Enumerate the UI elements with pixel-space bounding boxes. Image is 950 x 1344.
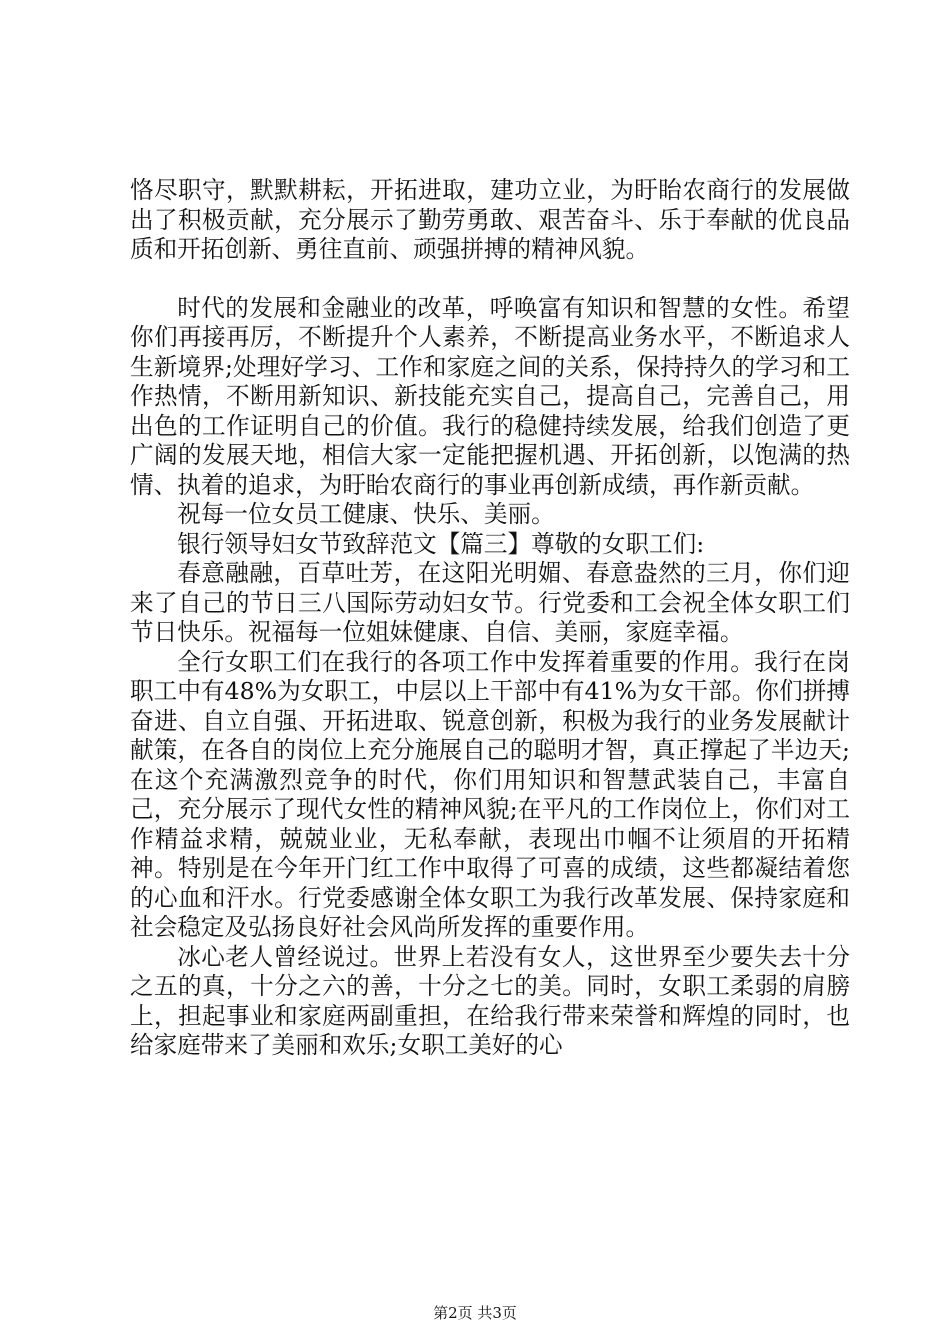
section-heading: 银行领导妇女节致辞范文【篇三】尊敬的女职工们: bbox=[177, 529, 705, 558]
paragraph-2: 时代的发展和金融业的改革，呼唤富有知识和智慧的女性。希望你们再接再厉，不断提升个人素养，不断提高业务水平，不断追求人生新境界;处理好学习、工作和家庭之间的关系，保持持久的学习和工作热情，不断用新知识、新技能充实自己，提高自己，完善自己，用出色的工作证明自己的价值。我行的稳健持续发展，给我们创造了更广阔的发展天地，相信大家一定能把握机遇、开拓创新，以饱满的热情、执着的追求，为盱眙农商行的事业再创新成绩，再作新贡献。 bbox=[130, 293, 850, 499]
paragraph-1: 恪尽职守，默默耕耘，开拓进取，建功立业，为盱眙农商行的发展做出了积极贡献，充分展示了勤劳勇敢、艰苦奋斗、乐于奉献的优良品质和开拓创新、勇往直前、顽强拼搏的精神风貌。 bbox=[130, 176, 850, 263]
paragraph-gap bbox=[130, 265, 850, 294]
document-body bbox=[130, 176, 850, 1061]
paragraph-4: 春意融融，百草吐芳，在这阳光明媚、春意盎然的三月，你们迎来了自己的节日三八国际劳动妇女节。行党委和工会祝全体女职工们节日快乐。祝福每一位姐妹健康、自信、美丽，家庭幸福。 bbox=[130, 559, 850, 646]
paragraph-3: 祝每一位女员工健康、快乐、美丽。 bbox=[177, 500, 555, 528]
page-footer: 第2页 共3页 bbox=[433, 1304, 517, 1322]
paragraph-5: 全行女职工们在我行的各项工作中发挥着重要的作用。我行在岗职工中有48%为女职工，中层以上干部中有41%为女干部。你们拼搏奋进、自立自强、开拓进取、锐意创新，积极为我行的业务发展献计献策，在各自的岗位上充分施展自己的聪明才智，真正撑起了半边天;在这个充满激烈竞争的时代，你们用知识和智慧武装自己，丰富自己，充分展示了现代女性的精神风貌;在平凡的工作岗位上，你们对工作精益求精，兢兢业业，无私奉献，表现出巾帼不让须眉的开拓精神。特别是在今年开门红工作中取得了可喜的成绩，这些都凝结着您的心血和汗水。行党委感谢全体女职工为我行改革发展、保持家庭和社会稳定及弘扬良好社会风尚所发挥的重要作用。 bbox=[130, 647, 850, 941]
paragraph-6: 冰心老人曾经说过。世界上若没有女人，这世界至少要失去十分之五的真，十分之六的善，十分之七的美。同时，女职工柔弱的肩膀上，担起事业和家庭两副重担，在给我行带来荣誉和辉煌的同时，也给家庭带来了美丽和欢乐;女职工美好的心 bbox=[130, 942, 850, 1059]
